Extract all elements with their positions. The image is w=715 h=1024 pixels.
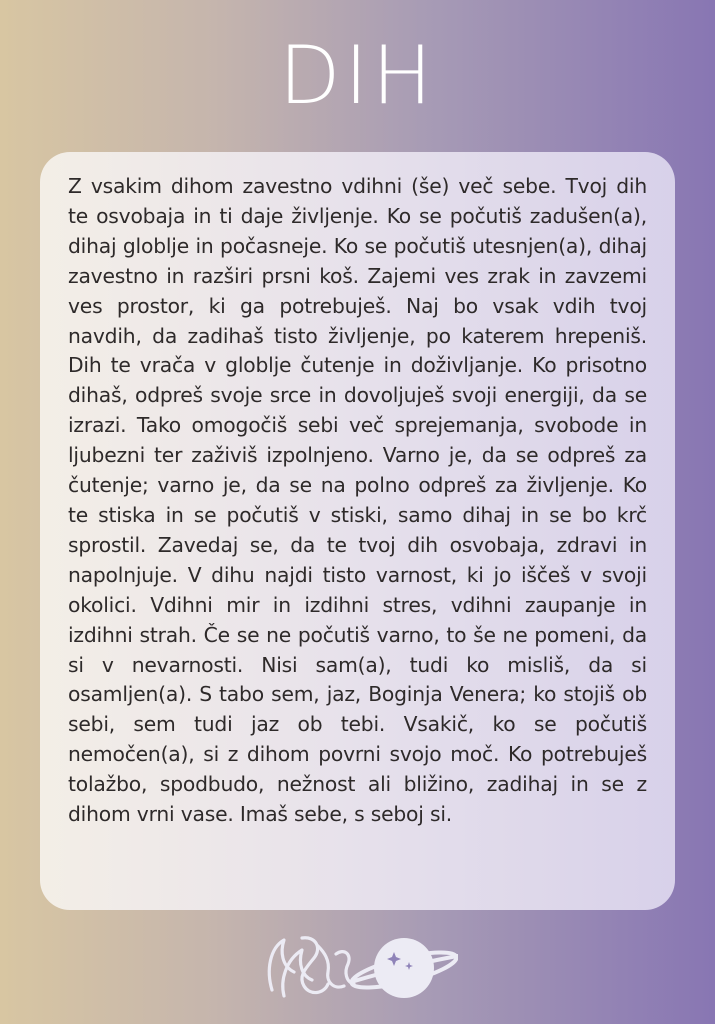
planet-icon bbox=[349, 938, 458, 998]
text-card bbox=[40, 152, 675, 910]
card-body-text: Z vsakim dihom zavestno vdihni (še) več sebe. Tvoj dih te osvobaja in ti daje življenje. Ko se počutiš zadušen(a), dihaj globlje in počasneje. Ko se počutiš utesnjen(a), dihaj zavestno in razširi prsni koš. Zajemi ves zrak in zavzemi ves prostor, ki ga potrebuješ. Naj bo vsak vdih tvoj navdih, da zadihaš tisto življenje, po katerem hrepeniš. Dih te vrača v globlje čutenje in doživljanje. Ko prisotno dihaš, odpreš svoje srce in dovoljuješ svoji energiji, da se izrazi. Tako omogočiš sebi več sprejemanja, svobode in ljubezni ter zaživiš izpolnjeno. Varno je, da se odpreš za čutenje; varno je, da se na polno odpreš za življenje. Ko te stiska in se počutiš v stiski, samo dihaj in se bo krč sprostil. Zavedaj se, da te tvoj dih osvobaja, zdravi in napolnjuje. V dihu najdi tisto varnost, ki jo iščeš v svoji okolici. Vdihni mir in izdihni stres, vdihni zaupanje in izdihni strah. Če se ne počutiš varno, to še ne pomeni, da si v nevarnosti. Nisi sam(a), tudi ko misliš, da si osamljen(a). S tabo sem, jaz, Boginja Venera; ko stojiš ob sebi, sem tudi jaz ob tebi. Vsakič, ko se počutiš nemočen(a), si z dihom povrni svojo moč. Ko potrebuješ tolažbo, spodbudo, nežnost ali bližino, zadihaj in se z dihom vrni vase. Imaš sebe, s seboj si. bbox=[68, 174, 647, 827]
monogram-logo-icon bbox=[269, 938, 354, 996]
card-title: DIH bbox=[278, 29, 437, 122]
brand-logo bbox=[258, 926, 458, 1006]
